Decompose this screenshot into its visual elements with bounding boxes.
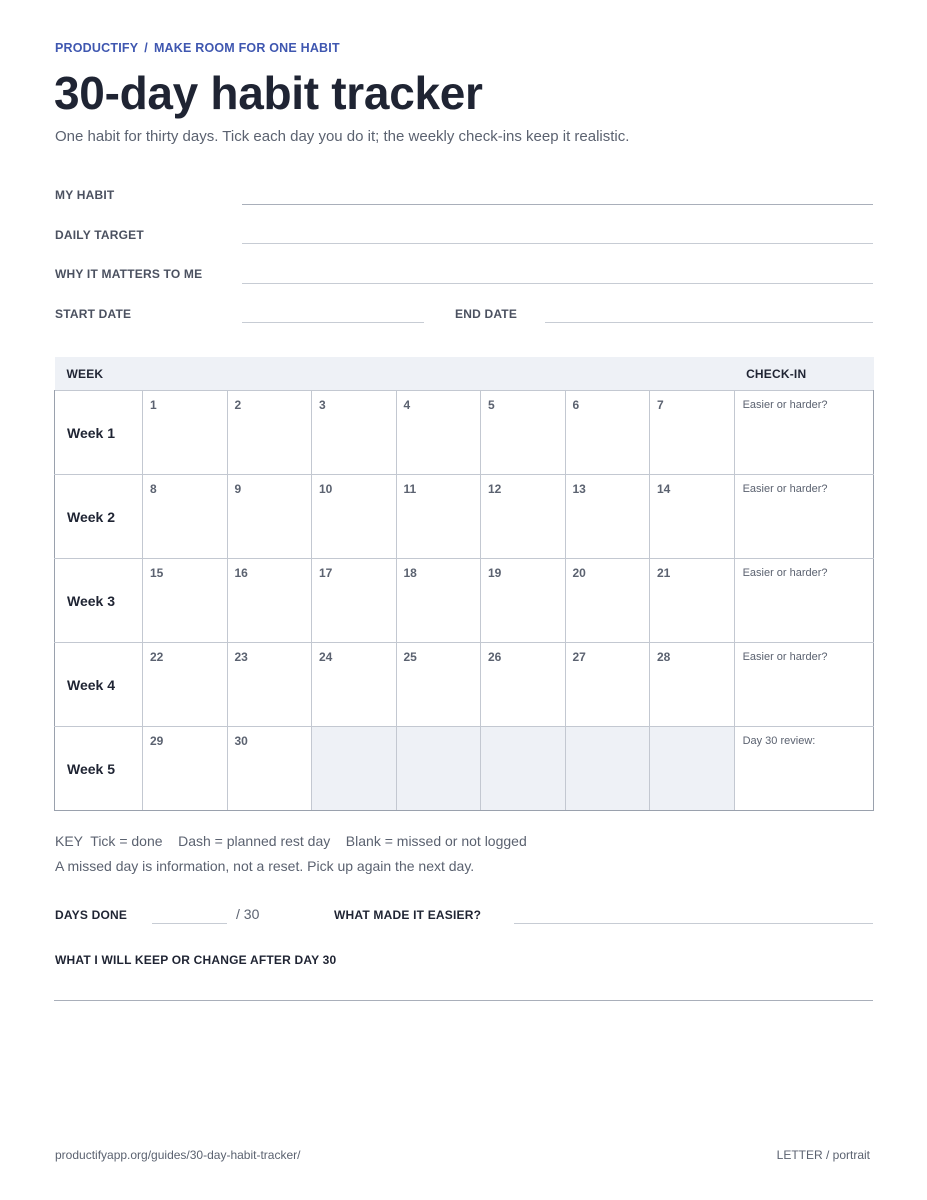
week-label: Week 3 bbox=[55, 559, 143, 643]
day-cell[interactable] bbox=[227, 475, 312, 559]
week-column-header: WEEK bbox=[55, 357, 735, 391]
day-number: 16 bbox=[234, 566, 248, 580]
page-title: 30-day habit tracker bbox=[54, 67, 483, 119]
day-number: 10 bbox=[319, 482, 333, 496]
day-cell[interactable] bbox=[565, 391, 650, 475]
unused-day-cell bbox=[565, 727, 650, 811]
page-subtitle: One habit for thirty days. Tick each day you do it; the weekly check-ins keep it realistic. bbox=[55, 128, 630, 145]
day-number: 15 bbox=[150, 566, 164, 580]
day-number: 12 bbox=[488, 482, 502, 496]
unused-day-cell bbox=[396, 727, 481, 811]
week-row bbox=[55, 643, 874, 727]
habit-field[interactable] bbox=[242, 204, 873, 205]
day-cell[interactable] bbox=[565, 475, 650, 559]
week-row bbox=[55, 391, 874, 475]
day-cell[interactable] bbox=[396, 475, 481, 559]
legend-key: KEY Tick = done Dash = planned rest day Blank = missed or not logged bbox=[55, 833, 527, 849]
week-label: Week 2 bbox=[55, 475, 143, 559]
day-number: 26 bbox=[488, 650, 502, 664]
day-cell[interactable] bbox=[481, 475, 566, 559]
day-number: 2 bbox=[234, 398, 242, 412]
day-cell[interactable] bbox=[650, 643, 735, 727]
start-date-field[interactable] bbox=[242, 322, 424, 323]
breadcrumb-brand[interactable]: PRODUCTIFY bbox=[55, 41, 139, 55]
keep-change-field[interactable] bbox=[54, 1000, 873, 1001]
day-cell[interactable] bbox=[143, 475, 228, 559]
end-date-label: END DATE bbox=[455, 307, 518, 321]
week-row bbox=[55, 727, 874, 811]
checkin-prompt: Easier or harder? bbox=[742, 483, 828, 495]
day-number: 29 bbox=[150, 734, 164, 748]
checkin-cell[interactable] bbox=[734, 475, 874, 559]
day-number: 13 bbox=[572, 482, 586, 496]
day-number: 30 bbox=[234, 734, 248, 748]
missed-day-note: A missed day is information, not a reset. Pick up again the next day. bbox=[55, 858, 475, 874]
unused-day-cell bbox=[650, 727, 735, 811]
checkin-cell[interactable] bbox=[734, 727, 874, 811]
footer-url[interactable]: productifyapp.org/guides/30-day-habit-tracker/ bbox=[55, 1148, 301, 1162]
habit-tracker-grid bbox=[54, 357, 874, 811]
day-number: 9 bbox=[234, 482, 242, 496]
tracker-header-row bbox=[55, 357, 874, 391]
week-row bbox=[55, 559, 874, 643]
week-label: Week 1 bbox=[55, 391, 143, 475]
week-label: Week 5 bbox=[55, 727, 143, 811]
days-total: / 30 bbox=[236, 906, 260, 922]
day-number: 28 bbox=[657, 650, 671, 664]
day-number: 14 bbox=[657, 482, 671, 496]
day-number: 4 bbox=[403, 398, 411, 412]
day-cell[interactable] bbox=[396, 391, 481, 475]
day-cell[interactable] bbox=[227, 727, 312, 811]
day-cell[interactable] bbox=[565, 643, 650, 727]
day-number: 22 bbox=[150, 650, 164, 664]
day-number: 20 bbox=[572, 566, 586, 580]
checkin-cell[interactable] bbox=[734, 391, 874, 475]
week-row bbox=[55, 475, 874, 559]
day-cell[interactable] bbox=[143, 727, 228, 811]
habit-label: MY HABIT bbox=[55, 188, 115, 202]
day-cell[interactable] bbox=[565, 559, 650, 643]
day-number: 1 bbox=[150, 398, 157, 412]
day-cell[interactable] bbox=[481, 643, 566, 727]
day-number: 18 bbox=[403, 566, 417, 580]
checkin-cell[interactable] bbox=[734, 559, 874, 643]
day-number: 7 bbox=[657, 398, 664, 412]
day-cell[interactable] bbox=[481, 391, 566, 475]
day-cell[interactable] bbox=[650, 559, 735, 643]
day-cell[interactable] bbox=[312, 391, 397, 475]
day-cell[interactable] bbox=[227, 643, 312, 727]
day-number: 3 bbox=[319, 398, 326, 412]
checkin-prompt: Day 30 review: bbox=[742, 735, 816, 747]
checkin-prompt: Easier or harder? bbox=[742, 399, 828, 411]
easier-label: WHAT MADE IT EASIER? bbox=[334, 908, 482, 922]
daily-target-label: DAILY TARGET bbox=[55, 228, 144, 242]
day-cell[interactable] bbox=[481, 559, 566, 643]
why-field[interactable] bbox=[242, 283, 873, 284]
day-number: 21 bbox=[657, 566, 671, 580]
checkin-column-header: CHECK-IN bbox=[734, 357, 874, 391]
day-number: 24 bbox=[319, 650, 333, 664]
day-cell[interactable] bbox=[227, 391, 312, 475]
days-done-field[interactable] bbox=[152, 923, 227, 924]
day-number: 8 bbox=[150, 482, 157, 496]
day-cell[interactable] bbox=[227, 559, 312, 643]
day-cell[interactable] bbox=[143, 559, 228, 643]
day-number: 5 bbox=[488, 398, 495, 412]
day-number: 11 bbox=[403, 482, 417, 496]
day-cell[interactable] bbox=[312, 475, 397, 559]
keep-change-label: WHAT I WILL KEEP OR CHANGE AFTER DAY 30 bbox=[55, 953, 337, 967]
checkin-prompt: Easier or harder? bbox=[742, 651, 828, 663]
day-cell[interactable] bbox=[143, 643, 228, 727]
why-label: WHY IT MATTERS TO ME bbox=[55, 267, 203, 281]
day-number: 25 bbox=[403, 650, 417, 664]
breadcrumb-separator: / bbox=[144, 41, 148, 55]
unused-day-cell bbox=[481, 727, 566, 811]
day-cell[interactable] bbox=[650, 391, 735, 475]
easier-field[interactable] bbox=[514, 923, 873, 924]
day-cell[interactable] bbox=[312, 559, 397, 643]
breadcrumb-section[interactable]: MAKE ROOM FOR ONE HABIT bbox=[153, 41, 340, 55]
day-cell[interactable] bbox=[143, 391, 228, 475]
end-date-field[interactable] bbox=[545, 322, 873, 323]
start-date-label: START DATE bbox=[55, 307, 132, 321]
day-number: 17 bbox=[319, 566, 333, 580]
checkin-prompt: Easier or harder? bbox=[742, 567, 828, 579]
days-done-label: DAYS DONE bbox=[55, 908, 128, 922]
week-label: Week 4 bbox=[55, 643, 143, 727]
checkin-cell[interactable] bbox=[734, 643, 874, 727]
unused-day-cell bbox=[312, 727, 397, 811]
day-cell[interactable] bbox=[312, 643, 397, 727]
daily-target-field[interactable] bbox=[242, 243, 873, 244]
day-number: 27 bbox=[572, 650, 586, 664]
breadcrumb bbox=[55, 41, 340, 55]
day-cell[interactable] bbox=[396, 643, 481, 727]
day-number: 6 bbox=[572, 398, 580, 412]
footer-page-format: LETTER / portrait bbox=[776, 1148, 870, 1162]
day-cell[interactable] bbox=[650, 475, 735, 559]
day-number: 19 bbox=[488, 566, 502, 580]
day-cell[interactable] bbox=[396, 559, 481, 643]
day-number: 23 bbox=[234, 650, 248, 664]
